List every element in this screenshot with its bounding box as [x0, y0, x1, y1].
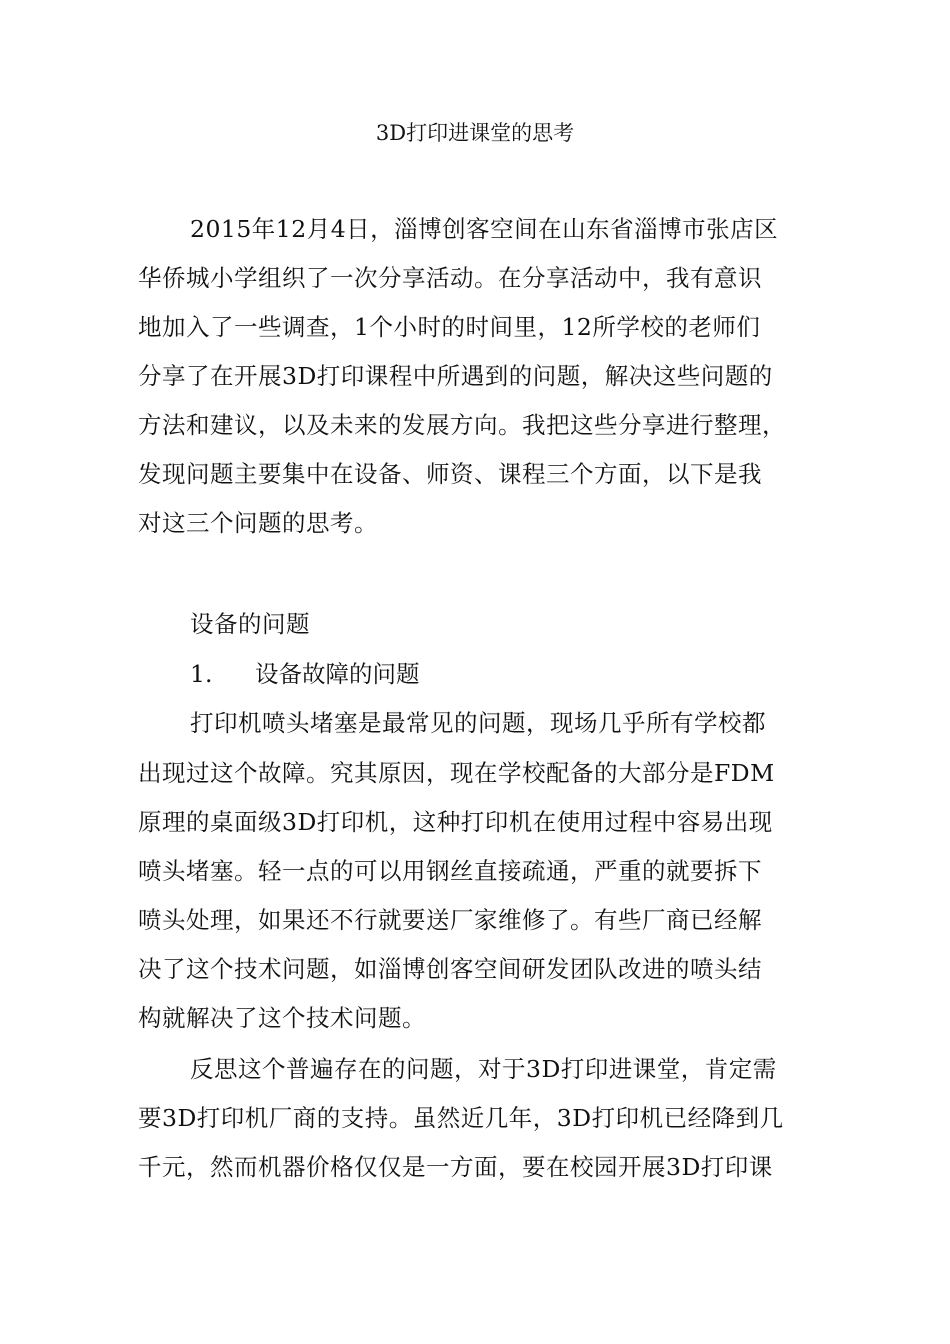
para2-line-5: 喷头处理，如果还不行就要送厂家维修了。有些厂商已经解 [138, 906, 762, 934]
para2-line-6: 决了这个技术问题，如淄博创客空间研发团队改进的喷头结 [138, 955, 762, 983]
para3-line-2: 要3D打印机厂商的支持。虽然近几年，3D打印机已经降到几 [138, 1104, 784, 1132]
para2-line-2: 出现过这个故障。究其原因，现在学校配备的大部分是FDM [138, 759, 775, 787]
para2-line-4: 喷头堵塞。轻一点的可以用钢丝直接疏通，严重的就要拆下 [138, 857, 762, 885]
para1-line-1: 2015年12月4日，淄博创客空间在山东省淄博市张店区 [190, 215, 779, 243]
document-title: 3D打印进课堂的思考 [375, 121, 575, 145]
para1-line-7: 对这三个问题的思考。 [138, 509, 378, 537]
para3-line-3: 千元，然而机器价格仅仅是一方面，要在校园开展3D打印课 [138, 1153, 773, 1181]
section-heading: 设备的问题 [190, 610, 310, 638]
para1-line-5: 方法和建议，以及未来的发展方向。我把这些分享进行整理， [138, 411, 786, 439]
para2-line-3: 原理的桌面级3D打印机，这种打印机在使用过程中容易出现 [138, 808, 773, 836]
para2-line-1: 打印机喷头堵塞是最常见的问题，现场几乎所有学校都 [190, 709, 766, 737]
para2-line-7: 构就解决了这个技术问题。 [138, 1004, 426, 1032]
para1-line-2: 华侨城小学组织了一次分享活动。在分享活动中，我有意识 [138, 264, 762, 292]
list-item-number: 1. [190, 660, 213, 688]
para3-line-1: 反思这个普遍存在的问题，对于3D打印进课堂，肯定需 [190, 1055, 777, 1083]
para1-line-6: 发现问题主要集中在设备、师资、课程三个方面，以下是我 [138, 460, 762, 488]
para1-line-4: 分享了在开展3D打印课程中所遇到的问题，解决这些问题的 [138, 362, 773, 390]
list-item-text: 设备故障的问题 [255, 660, 420, 688]
para1-line-3: 地加入了一些调查，1个小时的时间里，12所学校的老师们 [138, 313, 761, 341]
